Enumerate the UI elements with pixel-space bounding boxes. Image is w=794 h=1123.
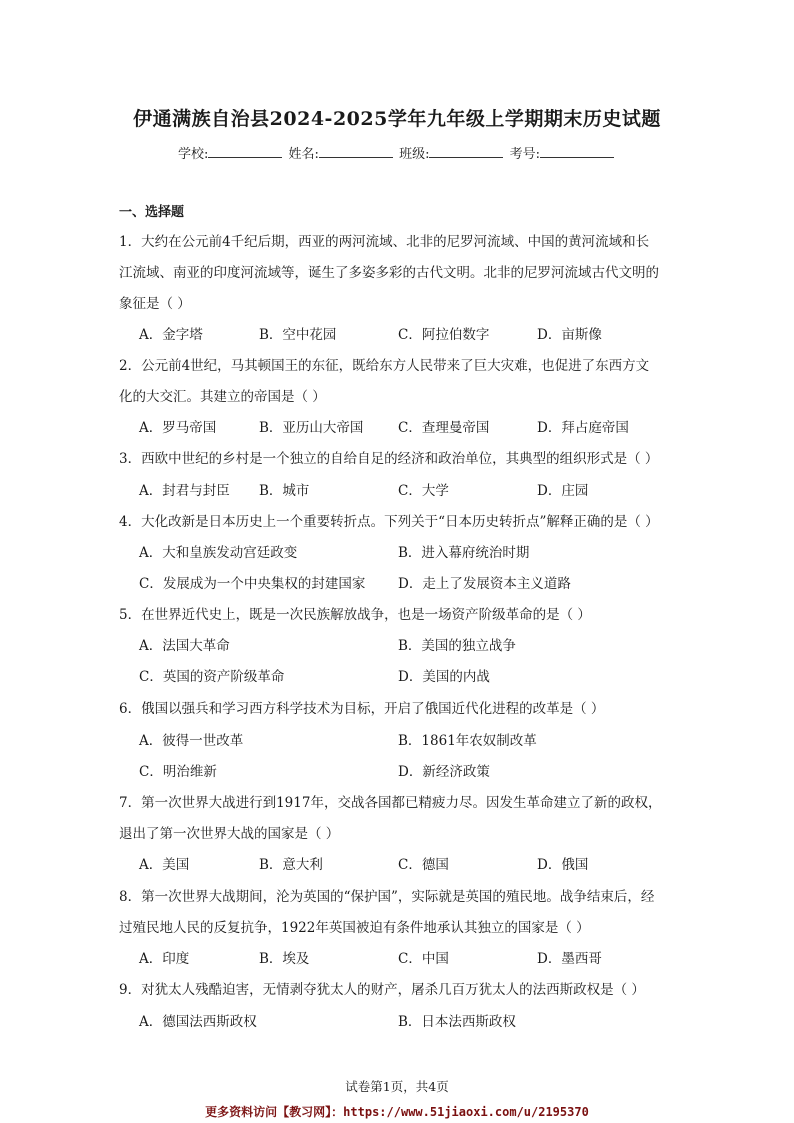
question-3-option-a[interactable]: A．封君与封臣: [139, 483, 230, 499]
question-2-option-c[interactable]: C．查理曼帝国: [398, 420, 490, 436]
question-5-option-d[interactable]: D．美国的内战: [398, 669, 490, 685]
question-8-option-a[interactable]: A．印度: [139, 951, 190, 967]
question-5-line-1: 5．在世界近代史上，既是一次民族解放战争，也是一场资产阶级革命的是（ ）: [119, 607, 591, 623]
question-2-line-1: 2．公元前4世纪，马其顿国王的东征，既给东方人民带来了巨大灾难，也促进了东西方文: [119, 358, 650, 374]
question-4-line-1: 4．大化改新是日本历史上一个重要转折点。下列关于“日本历史转折点”解释正确的是（ ）: [119, 514, 659, 530]
question-6-line-1: 6．俄国以强兵和学习西方科学技术为目标，开启了俄国近代化进程的改革是（ ）: [119, 701, 605, 717]
question-3-option-d[interactable]: D．庄园: [537, 483, 589, 499]
exam-no-blank[interactable]: [540, 145, 614, 158]
question-1-option-a[interactable]: A．金字塔: [139, 327, 203, 343]
exam-no-label: 考号:: [509, 147, 540, 162]
question-6-option-b[interactable]: B．1861年农奴制改革: [398, 733, 537, 749]
exam-title: 伊通满族自治县2024-2025学年九年级上学期期末历史试题: [133, 108, 661, 130]
question-1-option-c[interactable]: C．阿拉伯数字: [398, 327, 490, 343]
question-5-option-a[interactable]: A．法国大革命: [139, 638, 230, 654]
question-7-line-1: 7．第一次世界大战进行到1917年，交战各国都已精疲力尽。因发生革命建立了新的政权，: [119, 795, 662, 811]
question-9-line-1: 9．对犹太人残酷迫害，无情剥夺犹太人的财产，屠杀几百万犹太人的法西斯政权是（ ）: [119, 982, 645, 998]
question-9-option-a[interactable]: A．德国法西斯政权: [139, 1014, 257, 1030]
question-1-line-2: 江流域、南亚的印度河流域等，诞生了多姿多彩的古代文明。北非的尼罗河流域古代文明的: [119, 265, 659, 281]
question-3-line-1: 3．西欧中世纪的乡村是一个独立的自给自足的经济和政治单位，其典型的组织形式是（ ）: [119, 451, 659, 467]
question-8-option-d[interactable]: D．墨西哥: [537, 951, 602, 967]
question-6-option-d[interactable]: D．新经济政策: [398, 764, 490, 780]
question-8-line-2: 过殖民地人民的反复抗争，1922年英国被迫有条件地承认其独立的国家是（ ）: [119, 920, 590, 936]
question-4-option-c[interactable]: C．发展成为一个中央集权的封建国家: [139, 576, 366, 592]
question-7-option-a[interactable]: A．美国: [139, 857, 190, 873]
question-4-option-a[interactable]: A．大和皇族发动宫廷政变: [139, 545, 298, 561]
question-7-option-d[interactable]: D．俄国: [537, 857, 589, 873]
question-1-line-1: 1．大约在公元前4千纪后期，西亚的两河流域、北非的尼罗河流域、中国的黄河流域和长: [119, 234, 650, 250]
question-7-line-2: 退出了第一次世界大战的国家是（ ）: [119, 826, 340, 842]
class-label: 班级:: [399, 147, 430, 162]
student-info-line: [0, 143, 794, 162]
page-footer: 试卷第1页，共4页: [345, 1079, 449, 1094]
question-1-line-3: 象征是（ ）: [119, 296, 191, 312]
question-8-option-b[interactable]: B．埃及: [259, 951, 310, 967]
question-8-line-1: 8．第一次世界大战期间，沦为英国的“保护国”，实际就是英国的殖民地。战争结束后，经: [119, 889, 655, 905]
question-2-option-a[interactable]: A．罗马帝国: [139, 420, 217, 436]
question-4-option-b[interactable]: B．进入幕府统治时期: [398, 545, 530, 561]
school-label: 学校:: [178, 147, 209, 162]
question-2-line-2: 化的大交汇。其建立的帝国是（ ）: [119, 389, 326, 405]
name-label: 姓名:: [288, 147, 319, 162]
question-6-option-a[interactable]: A．彼得一世改革: [139, 733, 244, 749]
question-7-option-b[interactable]: B．意大利: [259, 857, 323, 873]
question-6-option-c[interactable]: C．明治维新: [139, 764, 217, 780]
question-1-option-b[interactable]: B．空中花园: [259, 327, 337, 343]
question-3-option-b[interactable]: B．城市: [259, 483, 310, 499]
question-9-option-b[interactable]: B．日本法西斯政权: [398, 1014, 516, 1030]
promo-link[interactable]: 更多资料访问【教习网】：https://www.51jiaoxi.com/u/2195370: [205, 1105, 589, 1119]
question-4-option-d[interactable]: D．走上了发展资本主义道路: [398, 576, 571, 592]
question-5-option-b[interactable]: B．美国的独立战争: [398, 638, 516, 654]
question-5-option-c[interactable]: C．英国的资产阶级革命: [139, 669, 285, 685]
question-8-option-c[interactable]: C．中国: [398, 951, 449, 967]
section-heading: 一、选择题: [119, 205, 185, 220]
class-blank[interactable]: [429, 145, 503, 158]
name-blank[interactable]: [319, 145, 393, 158]
question-7-option-c[interactable]: C．德国: [398, 857, 449, 873]
question-1-option-d[interactable]: D．亩斯像: [537, 327, 602, 343]
question-3-option-c[interactable]: C．大学: [398, 483, 449, 499]
question-2-option-b[interactable]: B．亚历山大帝国: [259, 420, 364, 436]
school-blank[interactable]: [208, 145, 282, 158]
question-2-option-d[interactable]: D．拜占庭帝国: [537, 420, 629, 436]
